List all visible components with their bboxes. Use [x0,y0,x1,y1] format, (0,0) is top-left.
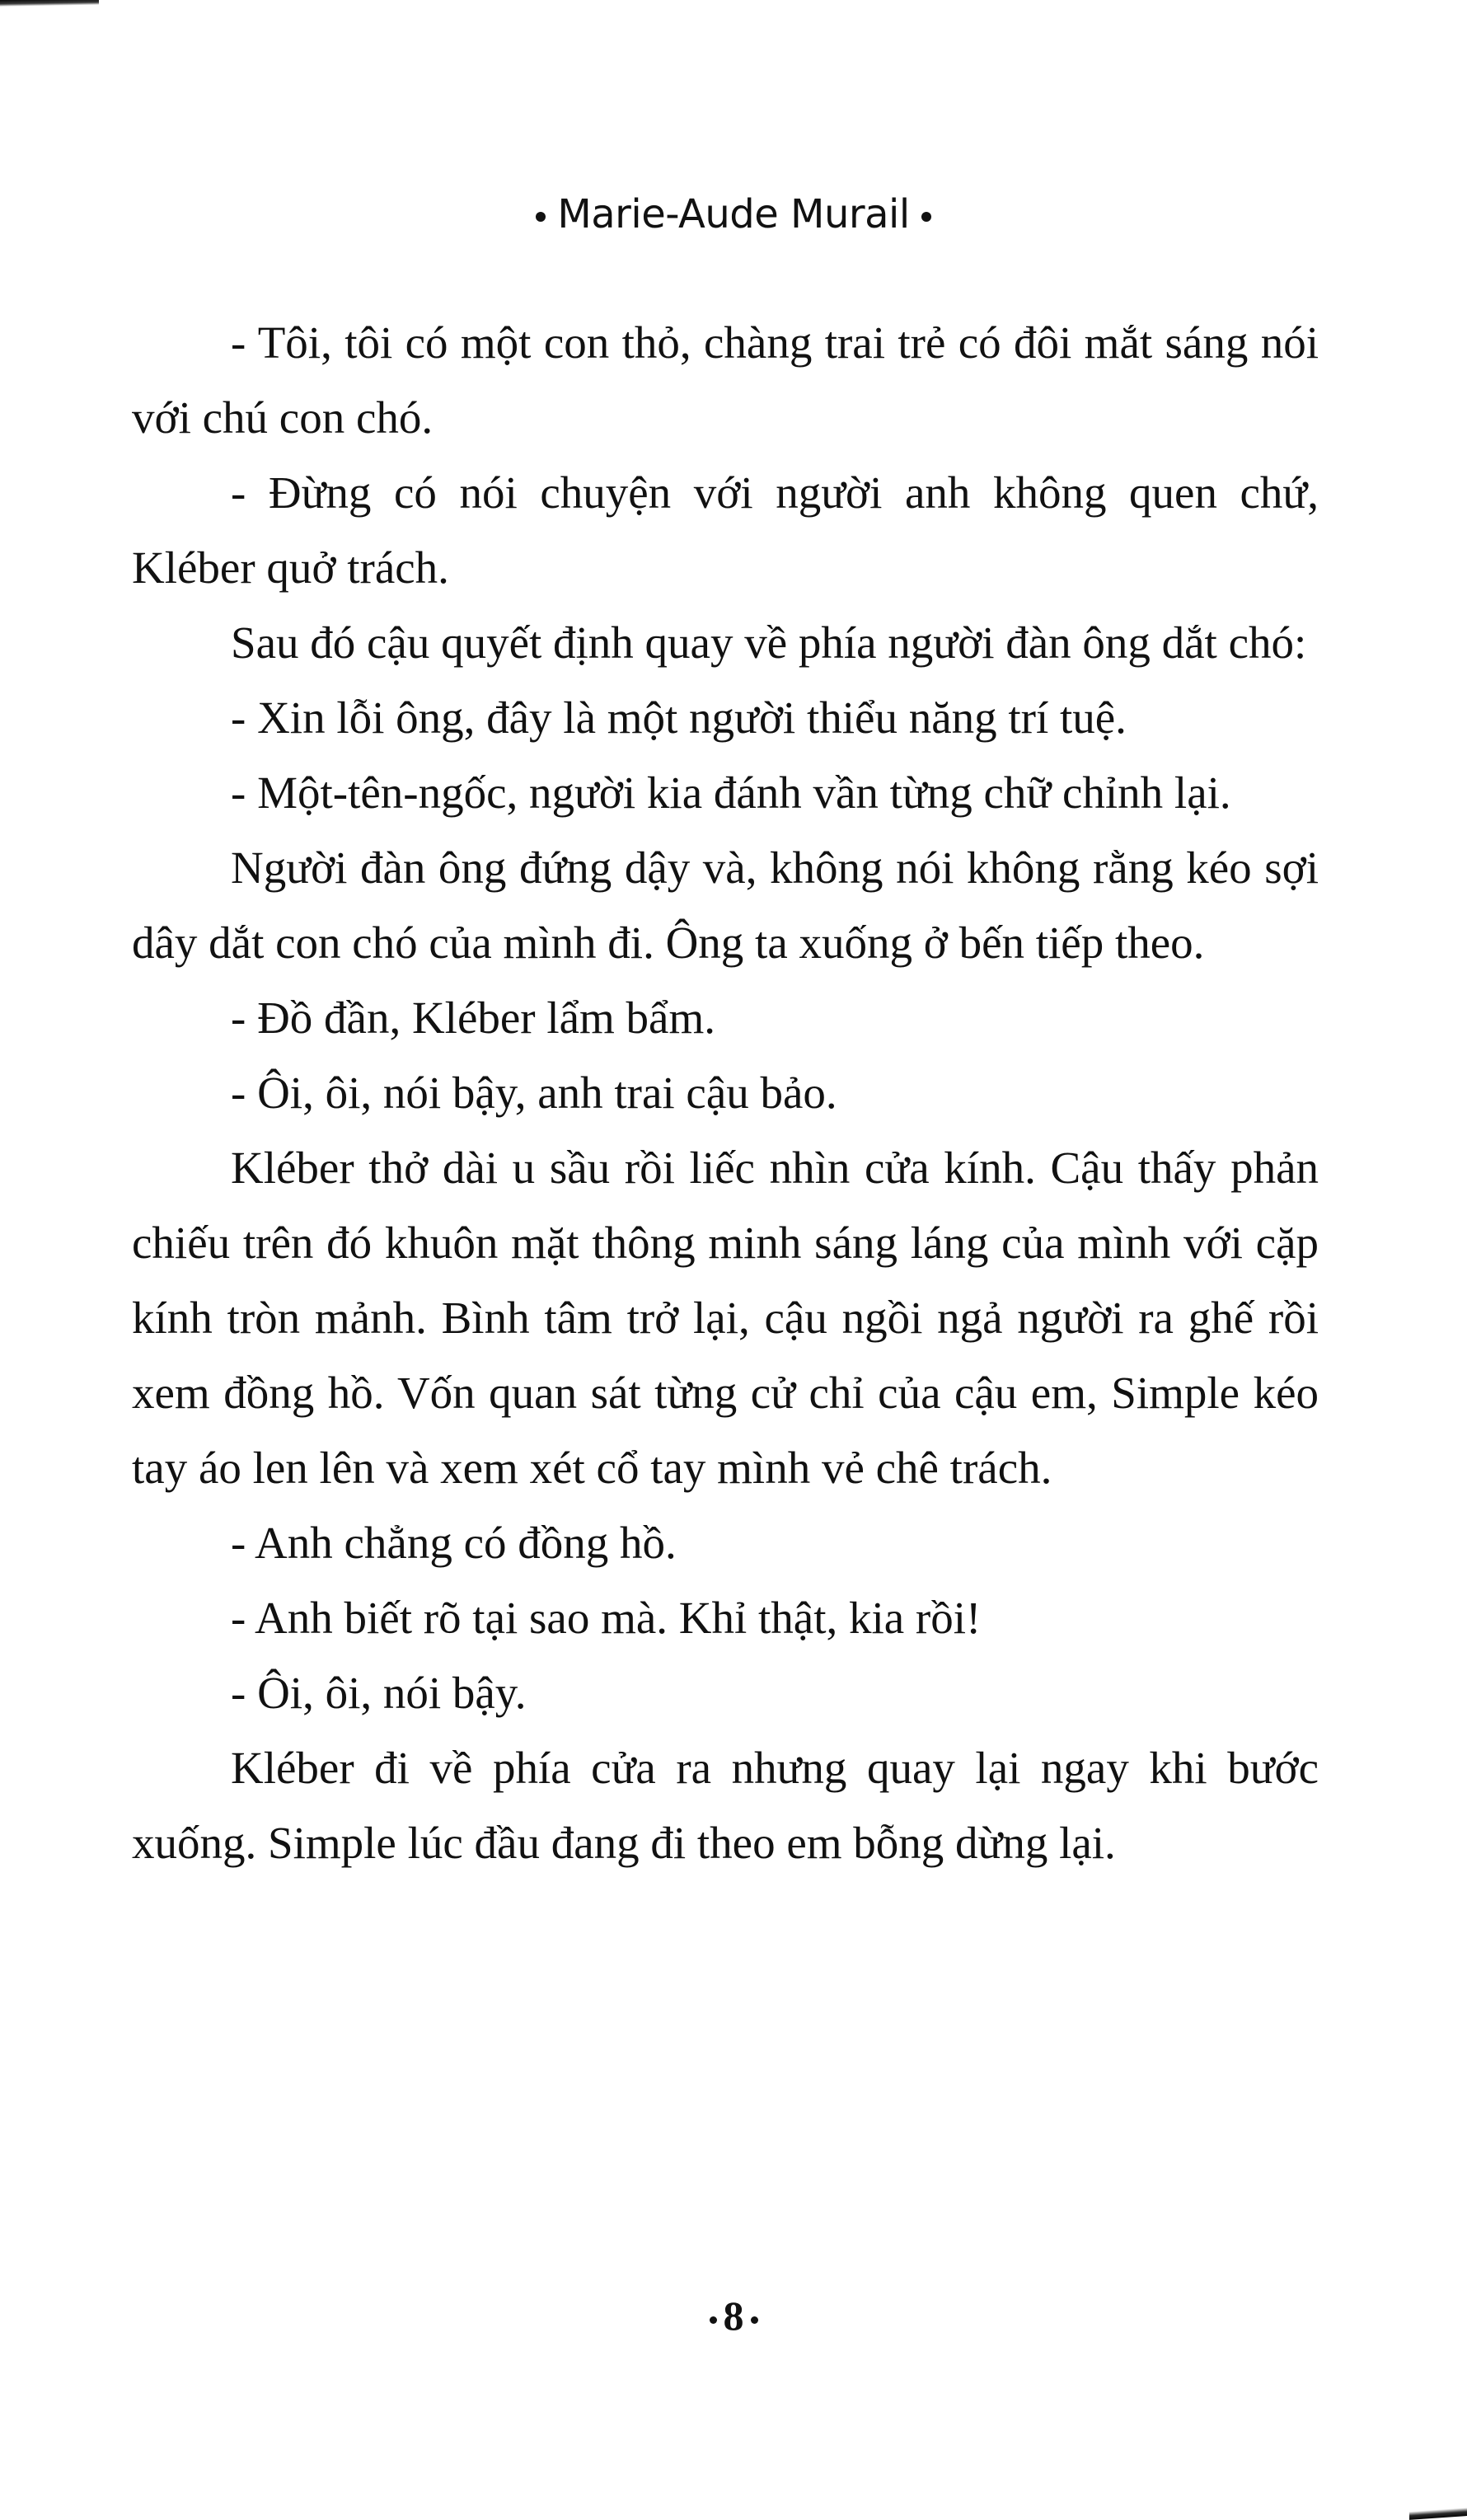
bullet-icon [751,2316,758,2324]
paragraph: - Tôi, tôi có một con thỏ, chàng trai trẻ có đôi mắt sáng nói với chú con chó. [132,317,1319,443]
paragraph: - Đồ đần, Kléber lẩm bẩm. [231,993,716,1043]
paragraph: - Anh chẳng có đồng hồ. [231,1518,677,1568]
paragraph: Người đàn ông đứng dậy và, không nói không rằng kéo sợi dây dắt con chó của mình đi. Ông ta xuống ở bến tiếp theo. [132,842,1319,968]
paragraph: - Ôi, ôi, nói bậy, anh trai cậu bảo. [231,1068,837,1118]
paragraph: - Anh biết rõ tại sao mà. Khỉ thật, kia rồi! [231,1593,982,1643]
paragraph: Kléber thở dài u sầu rồi liếc nhìn cửa kính. Cậu thấy phản chiếu trên đó khuôn mặt thông minh sáng láng của mình với cặp kính tròn mảnh. Bình tâm trở lại, cậu ngồi ngả người ra ghế rồi xem đồng hồ. Vốn quan sát từng cử chỉ của cậu em, Simple kéo tay áo len lên và xem xét cổ tay mình vẻ chê trách. [132,1143,1319,1493]
paragraph: - Một-tên-ngốc, người kia đánh vần từng chữ chỉnh lại. [231,767,1231,818]
paragraph: - Đừng có nói chuyện với người anh không quen chứ, Kléber quở trách. [132,467,1319,593]
paragraph: Kléber đi về phía cửa ra nhưng quay lại ngay khi bước xuống. Simple lúc đầu đang đi theo em bỗng dừng lại. [132,1743,1319,1868]
page-number: 8 [723,2292,744,2339]
bullet-icon [536,212,546,222]
running-header [0,191,1467,237]
paragraph: Sau đó cậu quyết định quay về phía người đàn ông dắt chó: [231,617,1307,668]
scan-edge-shadow-bottom [1409,2508,1467,2520]
bullet-icon [921,212,931,222]
scan-edge-shadow-top [0,0,99,7]
author-name: Marie-Aude Murail [557,191,910,237]
paragraph: - Xin lỗi ông, đây là một người thiểu năng trí tuệ. [231,692,1127,743]
bullet-icon [710,2316,717,2324]
page-footer [0,2292,1467,2339]
page-body [132,305,1319,1880]
paragraph: - Ôi, ôi, nói bậy. [231,1668,527,1718]
